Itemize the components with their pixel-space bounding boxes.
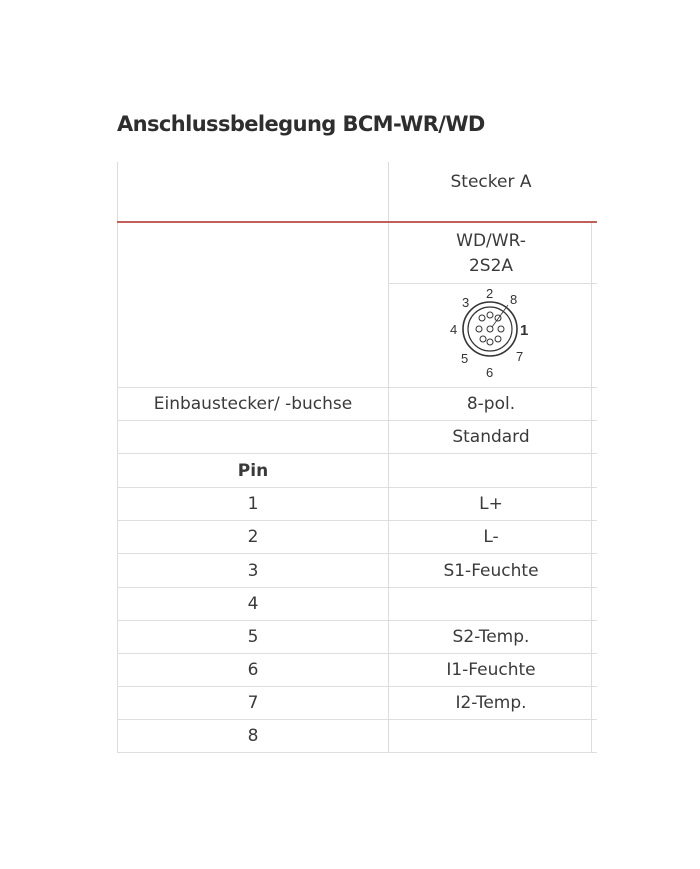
- header-rule: [117, 221, 597, 223]
- type-line-1: WD/WR-: [456, 231, 526, 251]
- pin-number: 1: [247, 494, 259, 514]
- pin-label-7: 7: [516, 349, 524, 364]
- pin-number: 6: [247, 660, 259, 680]
- pin-signal: L+: [479, 494, 503, 514]
- pin-number: 8: [247, 726, 259, 746]
- pin-label-8: 8: [510, 292, 518, 307]
- pin-signal: [389, 720, 593, 752]
- variant-label: [118, 421, 388, 453]
- pin-signal: I1-Feuchte: [446, 660, 536, 680]
- pin-signal: [389, 588, 593, 620]
- page-title: Anschlussbelegung BCM-WR/WD: [117, 112, 485, 136]
- type-label-cell: [389, 226, 593, 282]
- signal-column-header: [389, 454, 593, 487]
- header-connector-a: Stecker A: [450, 172, 532, 192]
- header-left-cell: [118, 162, 388, 202]
- pin-number: 2: [247, 527, 259, 547]
- pin-label-6: 6: [486, 365, 494, 380]
- connector-8pin-diagram-icon: [446, 285, 536, 381]
- pin-label-4: 4: [450, 322, 458, 337]
- pin-signal: S2-Temp.: [452, 627, 530, 647]
- connector-type-value: 8-pol.: [466, 394, 516, 414]
- pin-column-header: Pin: [237, 460, 269, 481]
- type-line-2: 2S2A: [468, 256, 514, 276]
- pin-label-3: 3: [462, 295, 470, 310]
- connector-type-label: Einbaustecker/ -buchse: [153, 394, 353, 414]
- row-divider: [388, 283, 597, 284]
- pin-number: 7: [247, 693, 259, 713]
- pin-signal: S1-Feuchte: [443, 560, 539, 581]
- pin-signal: I2-Temp.: [455, 693, 527, 713]
- pin-label-5: 5: [461, 351, 469, 366]
- pin-signal: L-: [483, 527, 499, 547]
- variant-value: Standard: [452, 427, 530, 447]
- pin-number: 3: [247, 560, 259, 581]
- pin-label-1: 1: [520, 322, 529, 339]
- pin-label-2: 2: [486, 286, 494, 301]
- pin-number: 4: [247, 594, 259, 614]
- pin-number: 5: [247, 627, 259, 647]
- table-border-bottom: [117, 752, 597, 753]
